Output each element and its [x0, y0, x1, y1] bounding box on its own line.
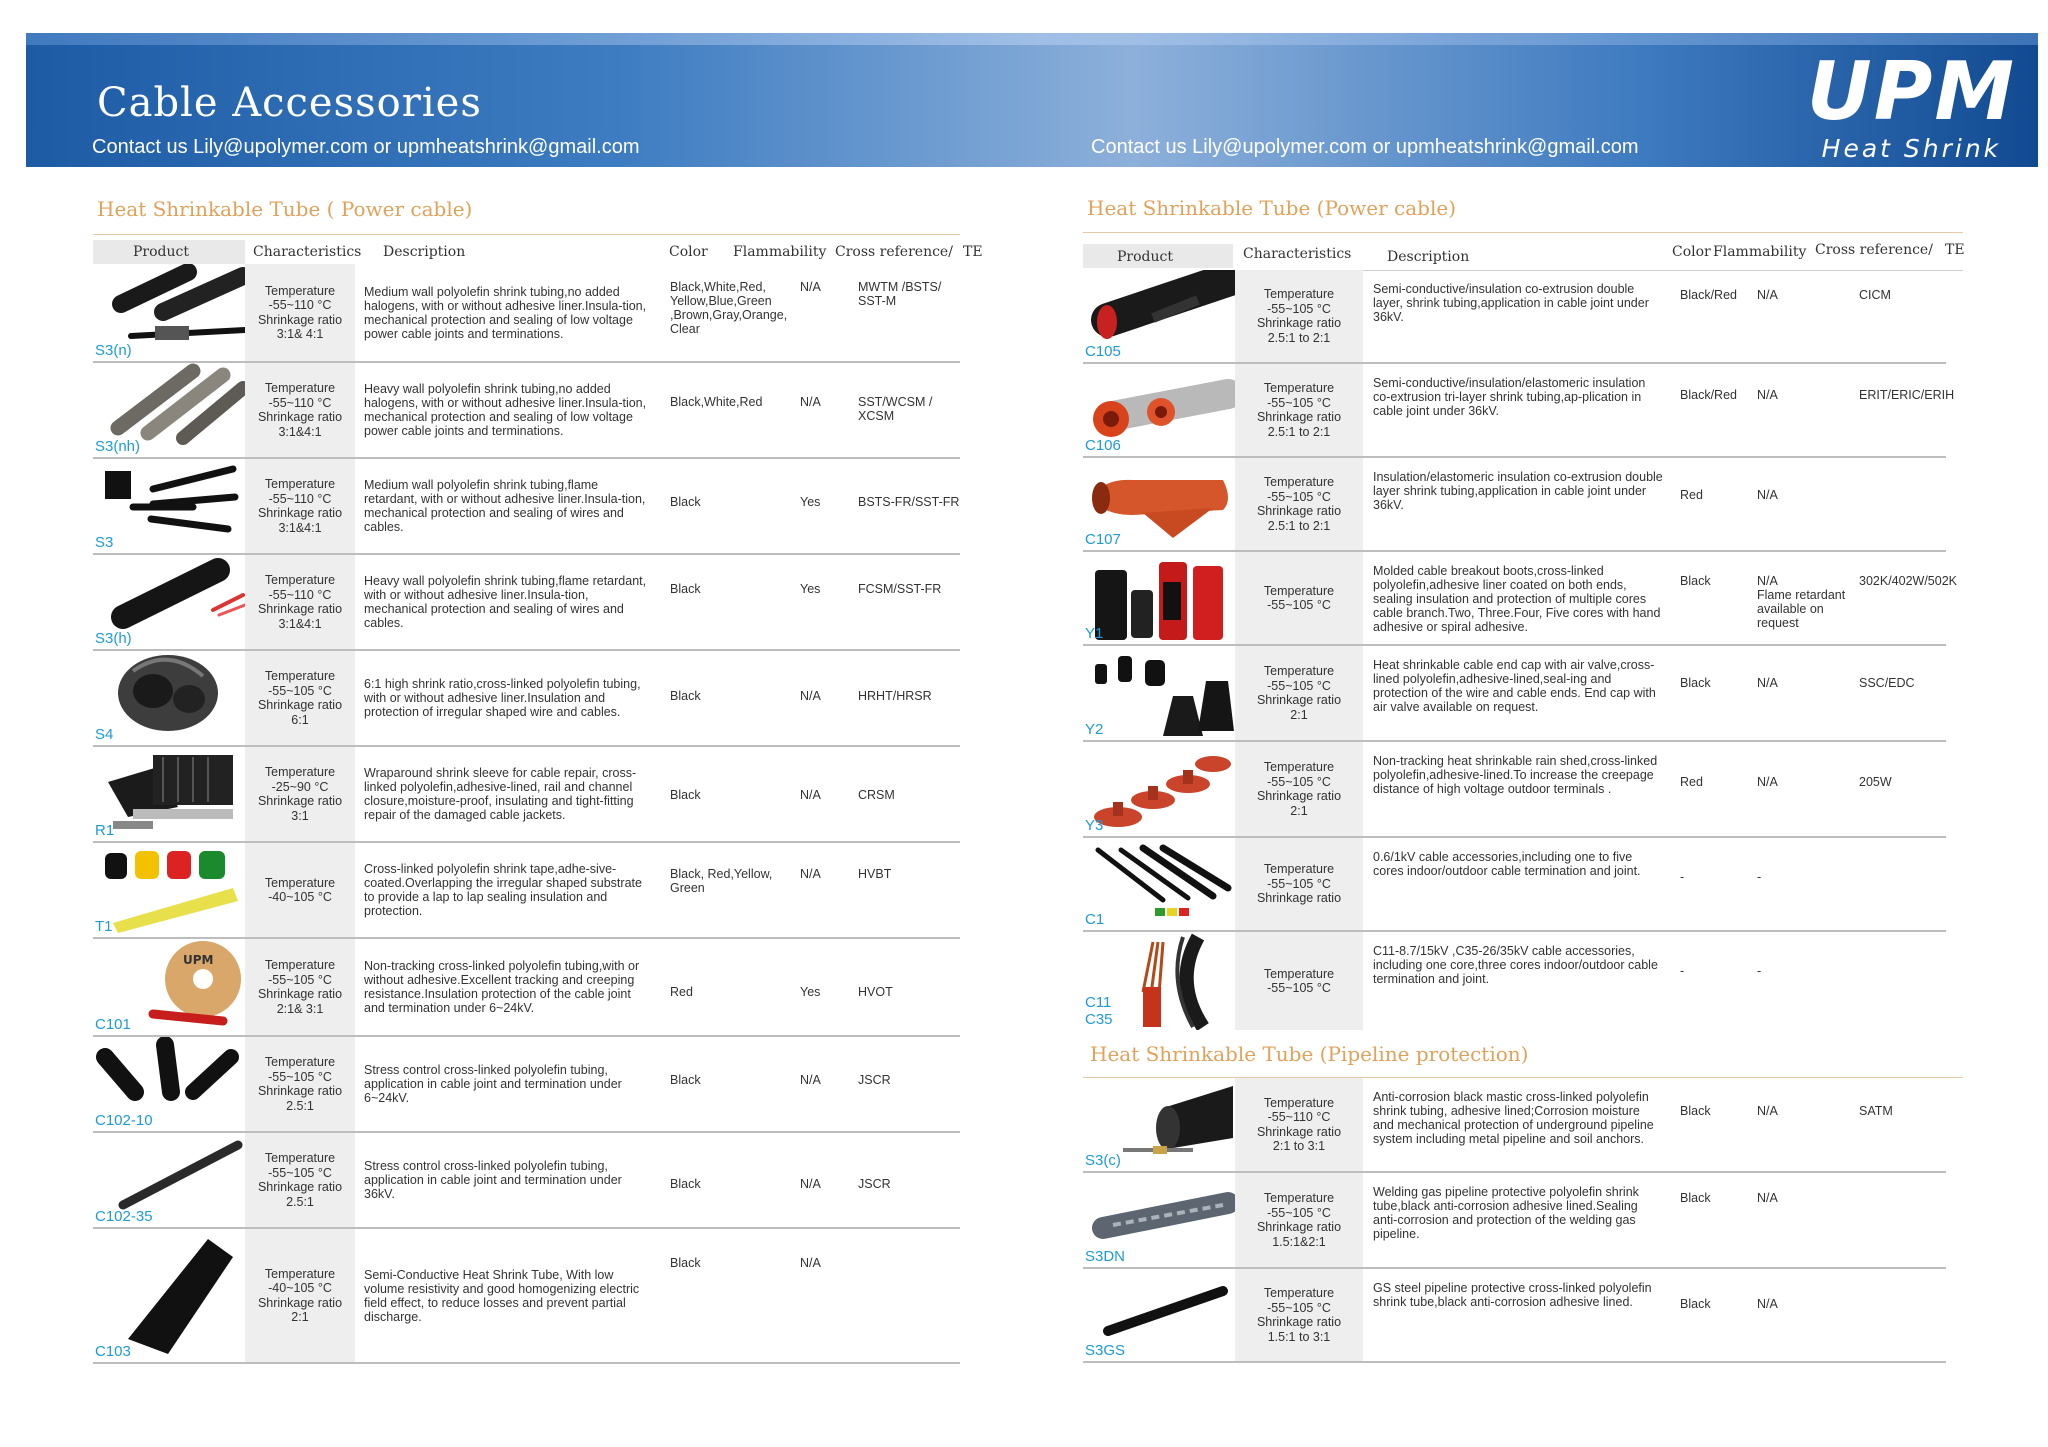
cross-reference: JSCR [858, 1177, 891, 1191]
color: Red [1680, 488, 1703, 502]
description: Heavy wall polyolefin shrink tubing,no added halogens, with or without adhesive liner.Insula-tion, mechanical protection and sealing of low voltage power cable joints and terminations. [364, 382, 647, 438]
color: Black, Red,Yellow, Green [670, 867, 773, 895]
right-col-product: Product [1117, 249, 1173, 265]
color: Black,White,Red, Yellow,Blue,Green ,Brown,Gray,Orange, Clear [670, 280, 788, 336]
product-code: C102-10 [95, 1112, 153, 1129]
description: Semi-Conductive Heat Shrink Tube, With low volume resistivity and good homogenizing electric field effect, to reduce losses and prevent partial discharge. [364, 1267, 640, 1324]
logo-main: UPM [1806, 45, 2016, 138]
left-col-characteristics: Characteristics [253, 244, 362, 260]
characteristics: Temperature -55~105 °C Shrinkage ratio [1256, 862, 1342, 906]
characteristics: Temperature -55~105 °C Shrinkage ratio 2:1 [1256, 760, 1342, 818]
flammability: Yes [800, 582, 821, 596]
product-code: T1 [95, 918, 113, 935]
characteristics: Temperature -55~105 °C Shrinkage ratio 1.5:1&2:1 [1256, 1191, 1342, 1249]
product-row [93, 843, 960, 939]
flammability: N/A [800, 280, 821, 294]
flammability: N/A [1757, 388, 1778, 402]
description: Non-tracking cross-linked polyolefin tubing,with or without adhesive.Excellent tracking and creeping resistance.Insulation protection of the cable joint and termination under 6~24kV. [364, 959, 640, 1015]
color: Black [670, 689, 701, 703]
product-row [1083, 364, 1955, 458]
product-code: S3(nh) [95, 438, 141, 455]
characteristics: Temperature -55~105 °C Shrinkage ratio 2.5:1 to 2:1 [1256, 475, 1342, 533]
product-row [1083, 1269, 1946, 1363]
flammability: N/A [1757, 1104, 1778, 1118]
product-code: Y3 [1085, 817, 1104, 834]
product-row [1083, 932, 1946, 1032]
left-col-description: Description [383, 244, 466, 260]
product-row [93, 363, 960, 459]
description: Medium wall polyolefin shrink tubing,flame retardant, with or without adhesive liner.Insula-tion, mechanical protection and sealing of wires and cables. [364, 478, 646, 534]
flammability: N/A [1757, 1297, 1778, 1311]
characteristics: Temperature -40~105 °C [264, 875, 336, 904]
characteristics: Temperature -55~110 °C Shrinkage ratio 2:1 to 3:1 [1256, 1095, 1342, 1153]
cross-reference: HVBT [858, 867, 892, 881]
left-col-product: Product [133, 244, 189, 260]
characteristics: Temperature -55~110 °C Shrinkage ratio 3:1&4:1 [257, 573, 343, 631]
contact-left: Contact us Lily@upolymer.com or upmheatshrink@gmail.com [92, 136, 640, 158]
characteristics: Temperature -55~110 °C Shrinkage ratio 3:1&4:1 [257, 477, 343, 535]
characteristics: Temperature -55~105 °C Shrinkage ratio 2.5:1 to 2:1 [1256, 287, 1342, 345]
right-section-title: Heat Shrinkable Tube (Power cable) [1087, 196, 1456, 220]
cross-reference: FCSM/SST-FR [858, 582, 942, 596]
characteristics: Temperature -25~90 °C Shrinkage ratio 3:1 [257, 765, 343, 823]
right-col-te: TE [1945, 242, 1965, 258]
color: Black [1680, 574, 1711, 588]
product-row [93, 1133, 960, 1229]
cross-reference: ERIT/ERIC/ERIH [1859, 388, 1955, 402]
product-image [1083, 646, 1235, 740]
cross-reference: HVOT [858, 985, 893, 999]
product-row [1083, 838, 1946, 932]
color: Black [670, 582, 701, 596]
product-row [1083, 646, 1946, 742]
color: - [1680, 870, 1685, 884]
description: GS steel pipeline protective cross-linked polyolefin shrink tube,black anti-corrosion adhesive lined. [1373, 1281, 1652, 1309]
row-divider [93, 1362, 960, 1364]
product-code: Y2 [1085, 721, 1104, 738]
flammability: N/A [800, 867, 821, 881]
product-code: S3(c) [1085, 1152, 1121, 1169]
characteristics: Temperature -55~105 °C Shrinkage ratio 6:1 [257, 669, 343, 727]
flammability: - [1757, 964, 1762, 978]
product-code: S3 [95, 534, 114, 551]
product-code: C105 [1085, 343, 1121, 360]
description: Anti-corrosion black mastic cross-linked polyolefin shrink tubing, adhesive lined;Corrosion moisture and mechanical protection of underground pipeline system including metal pipeline and soil anchors. [1373, 1090, 1654, 1146]
product-row [1083, 552, 1957, 646]
row-divider [1083, 1361, 1946, 1363]
color: Black [1680, 1297, 1711, 1311]
page-title: Cable Accessories [97, 80, 482, 126]
description: Heat shrinkable cable end cap with air valve,cross-lined polyolefin,adhesive-lined,seal-ing and protection of the wire and cable ends. End cap with air valve available on request. [1373, 658, 1656, 714]
color: Red [1680, 775, 1703, 789]
cross-reference: SST/WCSM / XCSM [858, 395, 933, 423]
product-row [93, 939, 960, 1037]
product-code: Y1 [1085, 625, 1104, 642]
product-row [1083, 742, 1946, 838]
description: Insulation/elastomeric insulation co-extrusion double layer shrink tubing,application in cable joint under 36kV. [1373, 470, 1663, 512]
product-code: C102-35 [95, 1208, 153, 1225]
product-image [93, 843, 245, 937]
cross-reference: SATM [1859, 1104, 1893, 1118]
product-code: S4 [95, 726, 114, 743]
color: Black [1680, 1104, 1711, 1118]
characteristics: Temperature -55~105 °C [1263, 966, 1335, 995]
characteristics: Temperature -55~105 °C Shrinkage ratio 1.5:1 to 3:1 [1256, 1286, 1342, 1344]
description: Medium wall polyolefin shrink tubing,no added halogens, with or without adhesive liner.Insula-tion, mechanical protection and sealing of low voltage power cable joints and terminations. [364, 284, 647, 341]
right-col-flammability: Flammability [1713, 244, 1807, 260]
cross-reference: SSC/EDC [1859, 676, 1915, 690]
characteristics: Temperature -55~110 °C Shrinkage ratio 3:1&4:1 [257, 381, 343, 439]
cross-reference: 302K/402W/502K [1859, 574, 1957, 588]
description: Non-tracking heat shrinkable rain shed,cross-linked polyolefin,adhesive-lined.To increase the creepage distance of high voltage outdoor terminals . [1373, 754, 1658, 796]
product-row [1083, 458, 1946, 552]
flammability: N/A [800, 1073, 821, 1087]
product-code: C103 [95, 1343, 131, 1360]
left-col-crossref: Cross reference/ [835, 244, 953, 260]
characteristics: Temperature -55~105 °C Shrinkage ratio 2.5:1 to 2:1 [1256, 381, 1342, 439]
description: Heavy wall polyolefin shrink tubing,flame retardant, with or without adhesive liner.Insula-tion, mechanical protection and sealing of wires and cables. [364, 574, 647, 630]
characteristics: Temperature -55~110 °C Shrinkage ratio 3:1& 4:1 [257, 283, 343, 341]
color: Black [1680, 1191, 1711, 1205]
product-row [93, 1037, 960, 1133]
description: Semi-conductive/insulation/elastomeric insulation co-extrusion tri-layer shrink tubing,ap-plication in cable joint under 36kV. [1373, 376, 1646, 418]
characteristics: Temperature -55~105 °C Shrinkage ratio 2.5:1 [257, 1055, 343, 1113]
flammability: N/A [1757, 288, 1778, 302]
product-code: C106 [1085, 437, 1121, 454]
flammability: N/A Flame retardant available on request [1757, 574, 1846, 630]
left-col-te: TE [963, 244, 983, 260]
product-image [93, 459, 245, 553]
right-col-characteristics: Characteristics [1243, 246, 1352, 262]
cross-reference: 205W [1859, 775, 1892, 789]
cross-reference: MWTM /BSTS/ SST-M [858, 280, 942, 308]
description: 6:1 high shrink ratio,cross-linked polyolefin tubing, with or without adhesive liner.Insulation and protection of irregular shaped wire and cables. [364, 677, 641, 719]
color: Black/Red [1680, 388, 1737, 402]
cross-reference: HRHT/HRSR [858, 689, 932, 703]
color: Black [670, 1256, 701, 1270]
left-col-flammability: Flammability [733, 244, 827, 260]
flammability: N/A [1757, 676, 1778, 690]
product-row [1083, 1173, 1946, 1269]
flammability: N/A [800, 395, 821, 409]
product-code: S3(h) [95, 630, 132, 647]
characteristics: Temperature -55~105 °C Shrinkage ratio 2.5:1 [257, 1151, 343, 1209]
description: Welding gas pipeline protective polyolefin shrink tube,black anti-corrosion adhesive lined.Sealing anti-corrosion and protection of the welding gas pipeline. [1373, 1185, 1639, 1241]
left-col-color: Color [669, 244, 708, 260]
product-code: R1 [95, 822, 115, 839]
product-image [1083, 742, 1235, 836]
product-image [93, 747, 245, 841]
flammability: N/A [800, 1256, 821, 1270]
left-section-title: Heat Shrinkable Tube ( Power cable) [97, 197, 473, 221]
flammability: N/A [800, 689, 821, 703]
pipeline-section-title: Heat Shrinkable Tube (Pipeline protection) [1090, 1042, 1529, 1066]
description: Stress control cross-linked polyolefin tubing, application in cable joint and termination under 6~24kV. [364, 1063, 622, 1105]
description: Stress control cross-linked polyolefin tubing, application in cable joint and termination under 36kV. [364, 1159, 622, 1201]
color: Black [670, 788, 701, 802]
product-row [93, 651, 960, 747]
color: Black [1680, 676, 1711, 690]
product-row [1083, 270, 1946, 364]
product-row [93, 459, 960, 555]
product-code: C101 [95, 1016, 131, 1033]
left-section-rule [93, 234, 960, 235]
color: Black/Red [1680, 288, 1737, 302]
description: Molded cable breakout boots,cross-linked polyolefin,adhesive liner coated on both ends, sealing insulation and protection of multiple cores cable branch.Two, Three.Four, Five cores with hand adhesive or spiral adhesive. [1373, 564, 1661, 634]
color: Black [670, 1177, 701, 1191]
product-code: C1 [1085, 911, 1105, 928]
flammability: Yes [800, 985, 821, 999]
flammability: - [1757, 870, 1762, 884]
description: Semi-conductive/insulation co-extrusion double layer, shrink tubing,application in cable joint under 36kV. [1373, 282, 1649, 324]
right-col-crossref: Cross reference/ [1815, 242, 1933, 258]
contact-right: Contact us Lily@upolymer.com or upmheatshrink@gmail.com [1091, 136, 1639, 158]
characteristics: Temperature -55~105 °C Shrinkage ratio 2:1 [1256, 664, 1342, 722]
color: Black [670, 495, 701, 509]
description: 0.6/1kV cable accessories,including one to five cores indoor/outdoor cable termination and joint. [1373, 850, 1641, 878]
product-code: C11 C35 [1085, 994, 1113, 1028]
cross-reference: BSTS-FR/SST-FR [858, 495, 960, 509]
flammability: N/A [800, 1177, 821, 1191]
cross-reference: CRSM [858, 788, 895, 802]
description: Cross-linked polyolefin shrink tape,adhe-sive-coated.Overlapping the irregular shaped substrate to provide a lap to lap sealing insulation and protection. [364, 862, 642, 918]
svg-text:UPM: UPM [183, 953, 214, 967]
right-section-rule [1083, 232, 1963, 233]
product-code: S3(n) [95, 342, 132, 359]
flammability: N/A [800, 788, 821, 802]
description: C11-8.7/15kV ,C35-26/35kV cable accessories, including one core,three cores indoor/outdoor cable termination and joint. [1373, 944, 1658, 986]
color: Black [670, 1073, 701, 1087]
right-col-color: Color [1672, 244, 1711, 260]
product-row [93, 1229, 960, 1364]
product-image [1083, 838, 1235, 930]
description: Wraparound shrink sleeve for cable repair, cross-linked polyolefin,adhesive-lined, rail and channel closure,moisture-proof, insulating and tight-fitting repair of the damaged cable jackets. [364, 766, 637, 822]
header-banner-highlight [26, 33, 2038, 45]
color: Red [670, 985, 693, 999]
product-row [93, 555, 960, 651]
cross-reference: CICM [1859, 288, 1891, 302]
flammability: N/A [1757, 488, 1778, 502]
flammability: Yes [800, 495, 821, 509]
flammability: N/A [1757, 1191, 1778, 1205]
product-image [93, 651, 245, 745]
upm-logo [1806, 45, 2016, 163]
product-row [1083, 1078, 1946, 1173]
product-row [93, 747, 960, 843]
product-image [1083, 552, 1235, 644]
product-row [93, 264, 960, 363]
color: Black,White,Red [670, 395, 763, 409]
cross-reference: JSCR [858, 1073, 891, 1087]
product-code: C107 [1085, 531, 1121, 548]
product-code: S3GS [1085, 1342, 1126, 1359]
flammability: N/A [1757, 775, 1778, 789]
characteristics: Temperature -55~105 °C Shrinkage ratio 2:1& 3:1 [257, 958, 343, 1016]
logo-sub: Heat Shrink [1821, 134, 2002, 163]
characteristics: Temperature -55~105 °C [1263, 583, 1335, 612]
right-col-description: Description [1387, 249, 1470, 265]
product-code: S3DN [1085, 1248, 1126, 1265]
characteristics: Temperature -40~105 °C Shrinkage ratio 2:1 [257, 1266, 343, 1324]
color: - [1680, 964, 1685, 978]
